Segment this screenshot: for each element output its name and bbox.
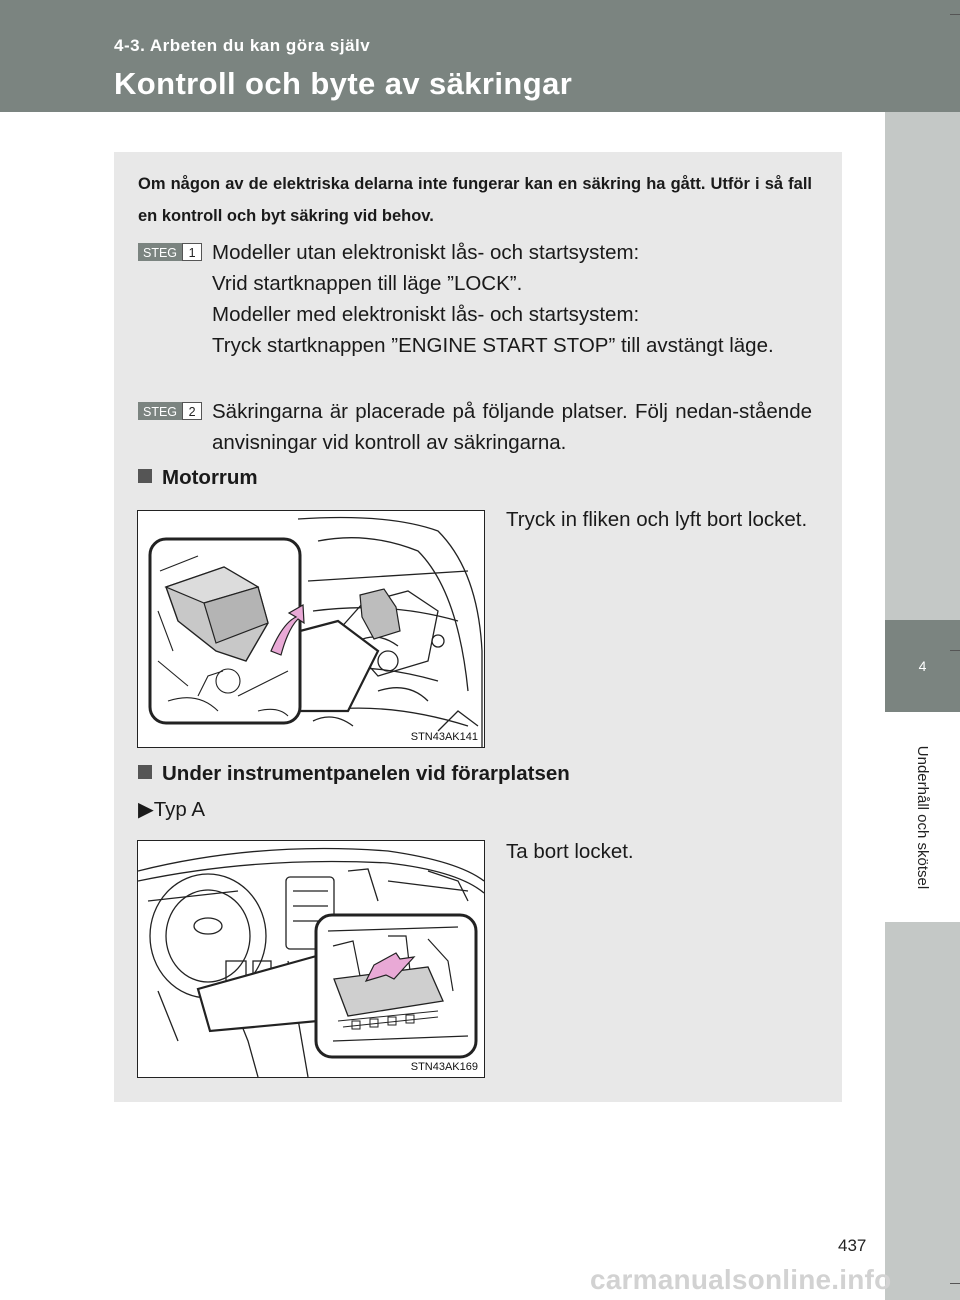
triangle-bullet-icon: ▶	[138, 798, 154, 821]
section-heading-text: Under instrumentpanelen vid förarplatsen	[162, 762, 570, 785]
step-1-line-4: Tryck startknappen ”ENGINE START STOP” till avstängt läge.	[212, 334, 774, 357]
figure-code: STN43AK141	[410, 731, 478, 743]
engine-bay-figure	[137, 510, 485, 748]
step-badge-number: 1	[182, 243, 202, 261]
page-number: 437	[838, 1236, 867, 1255]
dashboard-illustration	[138, 841, 484, 1077]
type-label-text: Typ A	[153, 798, 206, 821]
section-heading-engine	[138, 466, 258, 490]
section-heading-text: Motorrum	[162, 466, 258, 489]
chapter-label	[885, 712, 960, 922]
engine-instruction: Tryck in fliken och lyft bort locket.	[506, 508, 808, 531]
crop-mark	[950, 650, 960, 651]
chapter-number: 4	[885, 620, 960, 712]
step-2-text: Säkringarna är placerade på följande platser. Följ nedan-stående anvisningar vid kontroll av säkringarna.	[212, 400, 812, 454]
square-bullet-icon	[138, 765, 152, 779]
figure-code: STN43AK169	[410, 1061, 478, 1073]
engine-bay-illustration	[138, 511, 484, 747]
dashboard-instruction: Ta bort locket.	[506, 840, 634, 863]
chapter-label-text: Underhåll och skötsel	[914, 745, 932, 889]
side-tab-bottom	[885, 922, 960, 1300]
square-bullet-icon	[138, 469, 152, 483]
step-1-line-3: Modeller med elektroniskt lås- och startsystem:	[212, 303, 640, 326]
side-tab-top	[885, 112, 960, 620]
dashboard-figure	[137, 840, 485, 1078]
type-label	[138, 797, 205, 822]
section-heading-dashboard	[138, 762, 570, 786]
step-1-line-2: Vrid startknappen till läge ”LOCK”.	[212, 272, 523, 295]
step-badge-label: STEG	[138, 402, 182, 420]
step-1-badge	[138, 243, 202, 261]
step-badge-label: STEG	[138, 243, 182, 261]
step-badge-number: 2	[182, 402, 202, 420]
header-band	[0, 0, 960, 112]
step-1-line-1: Modeller utan elektroniskt lås- och startsystem:	[212, 241, 640, 264]
watermark: carmanualsonline.info	[590, 1264, 892, 1295]
step-2-badge	[138, 402, 202, 420]
crop-mark	[950, 14, 960, 15]
section-label: 4-3. Arbeten du kan göra själv	[114, 36, 371, 55]
crop-mark	[950, 1283, 960, 1284]
page-title: Kontroll och byte av säkringar	[114, 66, 573, 101]
intro-text: Om någon av de elektriska delarna inte fungerar kan en säkring ha gått. Utför i så fall en kontroll och byt säkring vid behov.	[138, 175, 812, 225]
